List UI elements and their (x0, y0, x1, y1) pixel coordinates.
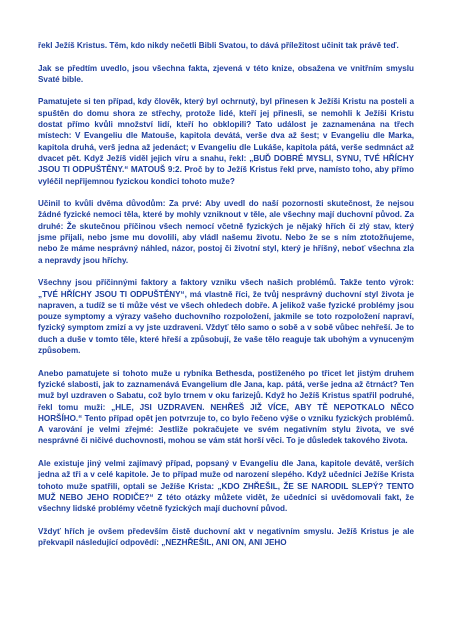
paragraph-5: Všechny jsou příčinnými faktory a faktory vzniku všech našich problémů. Takže tento výrok: „TVÉ HŘÍCHY JSOU TI ODPUŠTĚNY“, má vlastně říci, že tvůj nesprávný duchovní styl života je napraven, a tudíž se ti může vést ve všech ohledech dobře. A jelikož vaše fyzické problémy jsou pouze symptomy a výrazy vašeho duchovního rozpoložení, jakmile se toto rozpoložení napraví, fyzický symptom zmizí a vy jste uzdraveni. Vždyť tělo samo o sobě a v sobě vůbec nehřeší. Je to duch a duše v tomto těle, které hřeší a způsobují, že vaše tělo reaguje tak ubohým a vynuceným způsobem. (38, 278, 414, 356)
paragraph-6: Anebo pamatujete si tohoto muže u rybníka Bethesda, postiženého po třicet let jistým druhem fyzické slabosti, jak to zaznamenává Evangelium dle Jana, kap. pátá, verše jedna až čtrnáct? Ten muž byl uzdraven o Sabatu, což bylo trnem v oku farizejů. Když ho Ježíš Kristus spatřil podruhé, řekl tomu muži: „HLE, JSI UZDRAVEN. NEHŘEŠ JIŽ VÍCE, ABY TĚ NEPOTKALO NĚCO HORŠÍHO.“ Tento případ opět jen potvrzuje to, co bylo řečeno výše o vzniku fyzických problémů. A varování je velmi zřejmé: Jestliže pokračujete ve svém negativním stylu života, ve své nesprávné či ničivé duchovnosti, mohou se vám stát horší věci. To je důsledek takového života. (38, 368, 414, 446)
paragraph-4: Učinil to kvůli dvěma důvodům: Za prvé: Aby uvedl do naší pozornosti skutečnost, že nejsou žádné fyzické nemoci těla, které by mohly vzniknout v těle, ale všechny mají duchovní původ. Za druhé: Že skutečnou příčinou všech nemocí včetně fyzických je nějaký hřích či zlý stav, který jsme přijali, nebo jsme mu dovolili, aby vládl našemu životu. Nebo že se s ním ztotožňujeme, nebo že máme nesprávný náhled, názor, postoj či životní styl, který je hříšný, neboť všechna zla a nepravdy jsou hříchy. (38, 199, 414, 265)
paragraph-3: Pamatujete si ten případ, kdy člověk, který byl ochrnutý, byl přinesen k Ježíši Kristu na posteli a spuštěn do domu shora ze střechy, protože lidé, kteří jej přinesli, se nemohli k Ježíši Kristu dostat přímo kvůli množství lidí, kteří ho obklopili? Tato událost je zaznamenána na třech místech: V Evangeliu dle Matouše, kapitola devátá, verše dva až šest; v Evangeliu dle Marka, kapitola druhá, verš jedna až jedenáct; v Evangeliu dle Lukáše, kapitola pátá, verše sedmnáct až dvacet pět. Když Ježíš viděl jejich víru a snahu, řekl: „BUĎ DOBRÉ MYSLI, SYNU, TVÉ HŘÍCHY JSOU TI ODPUŠTĚNY.“ MATOUŠ 9:2. Proč by to Ježíš Kristus řekl prve, namísto toho, aby přímo vyléčil nepřijemnou fyzickou kondici tohoto muže? (38, 97, 414, 186)
paragraph-8: Vždyť hřích je ovšem především čistě duchovní akt v negativním smyslu. Ježíš Kristus je ale překvapil následující odpovědí: „NEZHŘEŠIL, ANI ON, ANI JEHO (38, 526, 414, 548)
paragraph-7: Ale existuje jiný velmi zajímavý případ, popsaný v Evangeliu dle Jana, kapitole devátě, verších jedna až tři a v celé kapitole. Je to případ muže od narození slepého. Když učedníci Ježíše Krista tohoto muže spatřili, optali se Ježíše Krista: „KDO ZHŘEŠIL, ŽE SE NARODIL SLEPÝ? TENTO MUŽ NEBO JEHO RODIČE?“ Z této otázky můžete vidět, že učedníci si uvědomovali fakt, že všechny lidské problémy včetně fyzických mají duchovní původ. (38, 458, 414, 514)
paragraph-2: Jak se předtím uvedlo, jsou všechna fakta, zjevená v této knize, obsažena ve vnitřním smyslu Svaté bible. (38, 63, 414, 84)
paragraph-1: řekl Ježíš Kristus. Těm, kdo nikdy nečetli Bibli Svatou, to dává příležitost učinit tak právě teď. (38, 41, 399, 50)
